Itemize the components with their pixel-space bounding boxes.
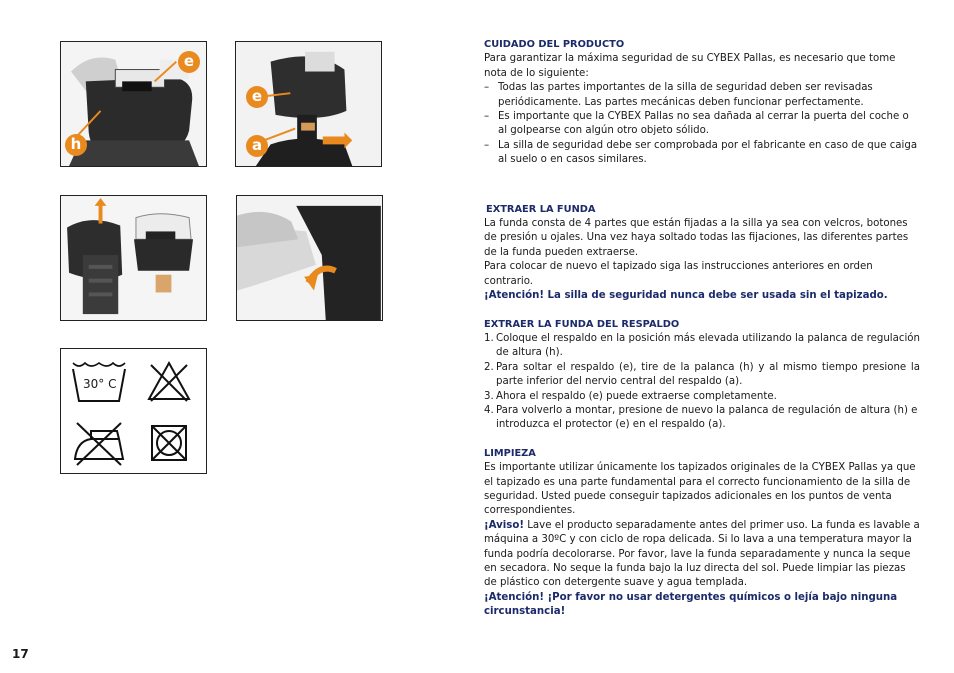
- notice-label: ¡Aviso!: [484, 519, 525, 531]
- label-a: a: [246, 135, 268, 157]
- cleaning-notice: [484, 519, 920, 591]
- cleaning-paragraph: Es importante utilizar únicamente los tapizados originales de la CYBEX Pallas ya que el tapizado es una parte fundamental para el correcto funcionamiento de la silla de seguridad. Usted puede conseguir tapizados adicionales en los puntos de venta correspondientes.: [484, 462, 916, 517]
- figure-care-symbols: [60, 348, 207, 474]
- page-number: 17: [12, 647, 29, 661]
- cleaning-warning: ¡Atención! ¡Por favor no usar detergentes químicos o lejía bajo ninguna circunstancia!: [484, 591, 898, 618]
- care-intro: Para garantizar la máxima seguridad de su CYBEX Pallas, es necesario que tome nota de lo siguiente:: [484, 53, 896, 79]
- care-item: – Todas las partes importantes de la silla de seguridad deben ser revisadas periódicamente. Las partes mecánicas deben funcionar perfectamente.: [484, 82, 873, 108]
- figure-cover-removal: [60, 195, 207, 321]
- figure-backrest-removal: [60, 41, 207, 167]
- figure-hand-release: [236, 195, 383, 321]
- care-item: – La silla de seguridad debe ser comprobada por el fabricante en caso de que caiga al suelo o en casos similares.: [484, 139, 918, 166]
- label-e: e: [246, 86, 268, 108]
- backrest-step: 3. Ahora el respaldo (e) puede extraerse completamente.: [484, 390, 777, 402]
- cover-removal-illustration: [61, 196, 206, 320]
- label-e: e: [178, 51, 200, 73]
- hand-release-illustration: [237, 196, 382, 320]
- cover-heading: EXTRAER LA FUNDA: [486, 203, 596, 215]
- no-iron-icon: [71, 419, 127, 467]
- wash-temperature-label: 30° C: [83, 377, 117, 391]
- backrest-step: 1. Coloque el respaldo en la posición más elevada utilizando la palanca de regulación de altura (h).: [484, 332, 920, 359]
- label-h: h: [65, 134, 87, 156]
- no-bleach-icon: [145, 359, 193, 403]
- cover-paragraph: La funda consta de 4 partes que están fijadas a la silla ya sea con velcros, botones de presión u ojales. Una vez haya soltado todas las fijaciones, las diferentes partes de la funda pueden extraerse.: [484, 218, 909, 258]
- cover-paragraph-reassembly: Para colocar de nuevo el tapizado siga las instrucciones anteriores en orden contrario.: [484, 261, 873, 287]
- instructions-text: [484, 38, 920, 620]
- no-tumble-dry-icon: [149, 423, 189, 463]
- care-heading: CUIDADO DEL PRODUCTO: [484, 39, 625, 50]
- backrest-step: 4. Para volverlo a montar, presione de nuevo la palanca de regulación de altura (h) e introduzca el protector (e) en el respaldo (a).: [484, 404, 918, 431]
- backrest-step: 2. Para soltar el respaldo (e), tire de la palanca (h) y al mismo tiempo presione la parte inferior del nervio central del respaldo (a).: [484, 361, 920, 388]
- backrest-heading: EXTRAER LA FUNDA DEL RESPALDO: [484, 318, 680, 330]
- wash-30-icon: [71, 359, 127, 403]
- cleaning-heading: LIMPIEZA: [484, 447, 536, 459]
- figure-backrest-lever: [235, 41, 382, 167]
- notice-text: Lave el producto separadamente antes del primer uso. La funda es lavable a máquina a 30ºC y con ciclo de ropa delicada. Si lo lava a una temperatura mayor la funda podría decolorarse. Por favor, lave la funda separadamente y nunca la seque en secadora. No seque la funda bajo la luz directa del sol. Puede limpiar las piezas de plástico con detergente suave y agua templada.: [484, 519, 920, 589]
- cover-warning: ¡Atención! La silla de seguridad nunca debe ser usada sin el tapizado.: [484, 290, 888, 302]
- care-item: – Es importante que la CYBEX Pallas no sea dañada al cerrar la puerta del coche o al golpearse con algún otro objeto sólido.: [484, 111, 909, 137]
